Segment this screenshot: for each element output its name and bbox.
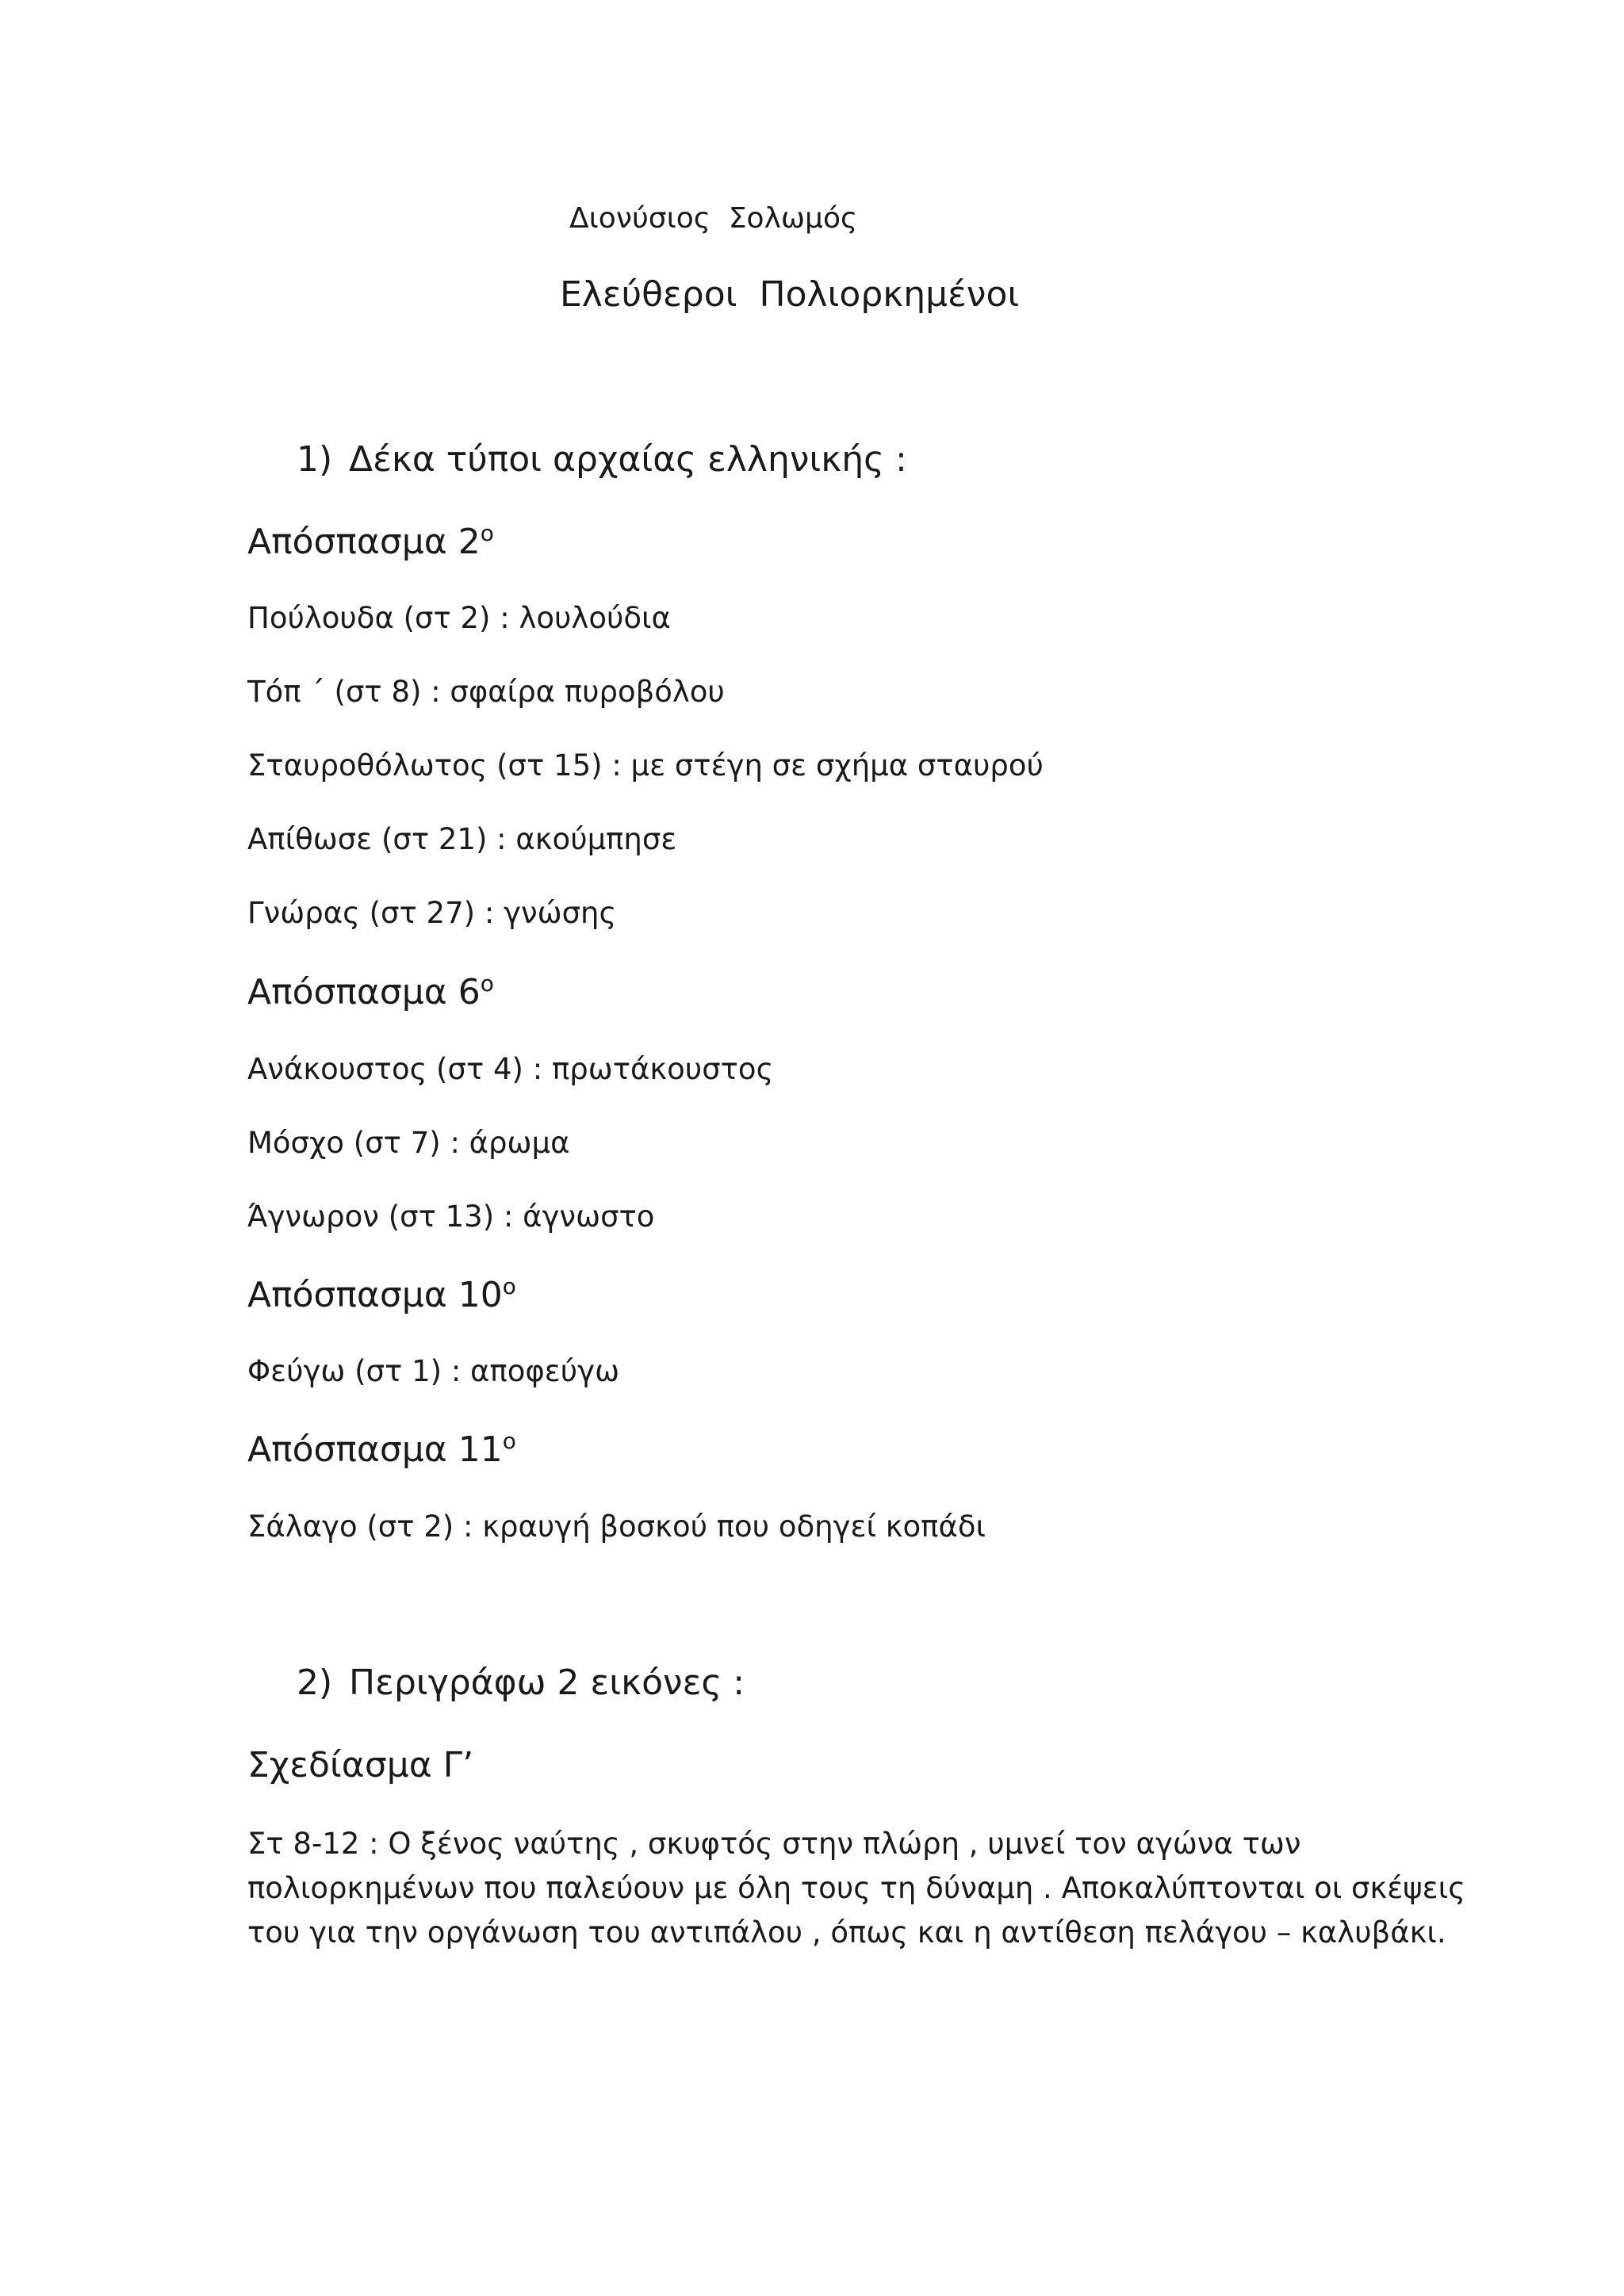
excerpt-10-heading — [247, 1273, 516, 1318]
section-2-title: Περιγράφω 2 εικόνες : — [349, 1663, 745, 1703]
ordinal-superscript: ο — [480, 970, 494, 997]
excerpt-2-heading — [247, 520, 494, 564]
author-name: Διονύσιος Σολωμός — [569, 202, 858, 235]
excerpt-label: Απόσπασμα 10 — [247, 1275, 503, 1315]
glossary-entry: Ανάκουστος (στ 4) : πρωτάκουστος — [247, 1052, 774, 1086]
excerpt-6-heading — [247, 970, 494, 1015]
section-1-number: 1) — [297, 439, 333, 480]
paragraph-line: πολιορκημένων που παλεύουν με όλη τους τη δύναμη . Αποκαλύπτονται οι σκέψεις — [247, 1871, 1465, 1905]
glossary-entry: Πούλουδα (στ 2) : λουλούδια — [247, 601, 671, 635]
section-2-number: 2) — [297, 1663, 333, 1703]
glossary-entry: Γνώρας (στ 27) : γνώσης — [247, 896, 617, 930]
section-2-heading — [297, 1661, 745, 1705]
ordinal-superscript: ο — [502, 1273, 516, 1299]
glossary-entry: Μόσχο (στ 7) : άρωμα — [247, 1126, 570, 1160]
paragraph-line: του για την οργάνωση του αντιπάλου , όπως και η αντίθεση πελάγου – καλυβάκι. — [247, 1915, 1446, 1950]
description-paragraph — [247, 1822, 1465, 1955]
ordinal-superscript: ο — [480, 520, 494, 546]
work-title: Ελεύθεροι Πολιορκημένοι — [560, 274, 1020, 315]
glossary-entry: Τόπ ΄ (στ 8) : σφαίρα πυροβόλου — [247, 675, 725, 709]
glossary-entry: Απίθωσε (στ 21) : ακούμπησε — [247, 822, 677, 856]
excerpt-label: Απόσπασμα 11 — [247, 1429, 503, 1470]
sketch-heading: Σχεδίασμα Γ’ — [247, 1745, 474, 1785]
glossary-entry: Σταυροθόλωτος (στ 15) : με στέγη σε σχήμα σταυρού — [247, 748, 1044, 783]
excerpt-label: Απόσπασμα 2 — [247, 522, 481, 562]
glossary-entry: Σάλαγο (στ 2) : κραυγή βοσκού που οδηγεί κοπάδι — [247, 1510, 986, 1544]
glossary-entry: Άγνωρον (στ 13) : άγνωστο — [247, 1200, 655, 1234]
glossary-entry: Φεύγω (στ 1) : αποφεύγω — [247, 1354, 620, 1388]
ordinal-superscript: ο — [502, 1428, 516, 1454]
section-1-heading — [297, 438, 907, 482]
excerpt-11-heading — [247, 1428, 516, 1472]
excerpt-label: Απόσπασμα 6 — [247, 972, 481, 1012]
paragraph-line: Στ 8-12 : Ο ξένος ναύτης , σκυφτός στην πλώρη , υμνεί τον αγώνα των — [247, 1827, 1301, 1861]
section-1-title: Δέκα τύποι αρχαίας ελληνικής : — [349, 439, 907, 480]
